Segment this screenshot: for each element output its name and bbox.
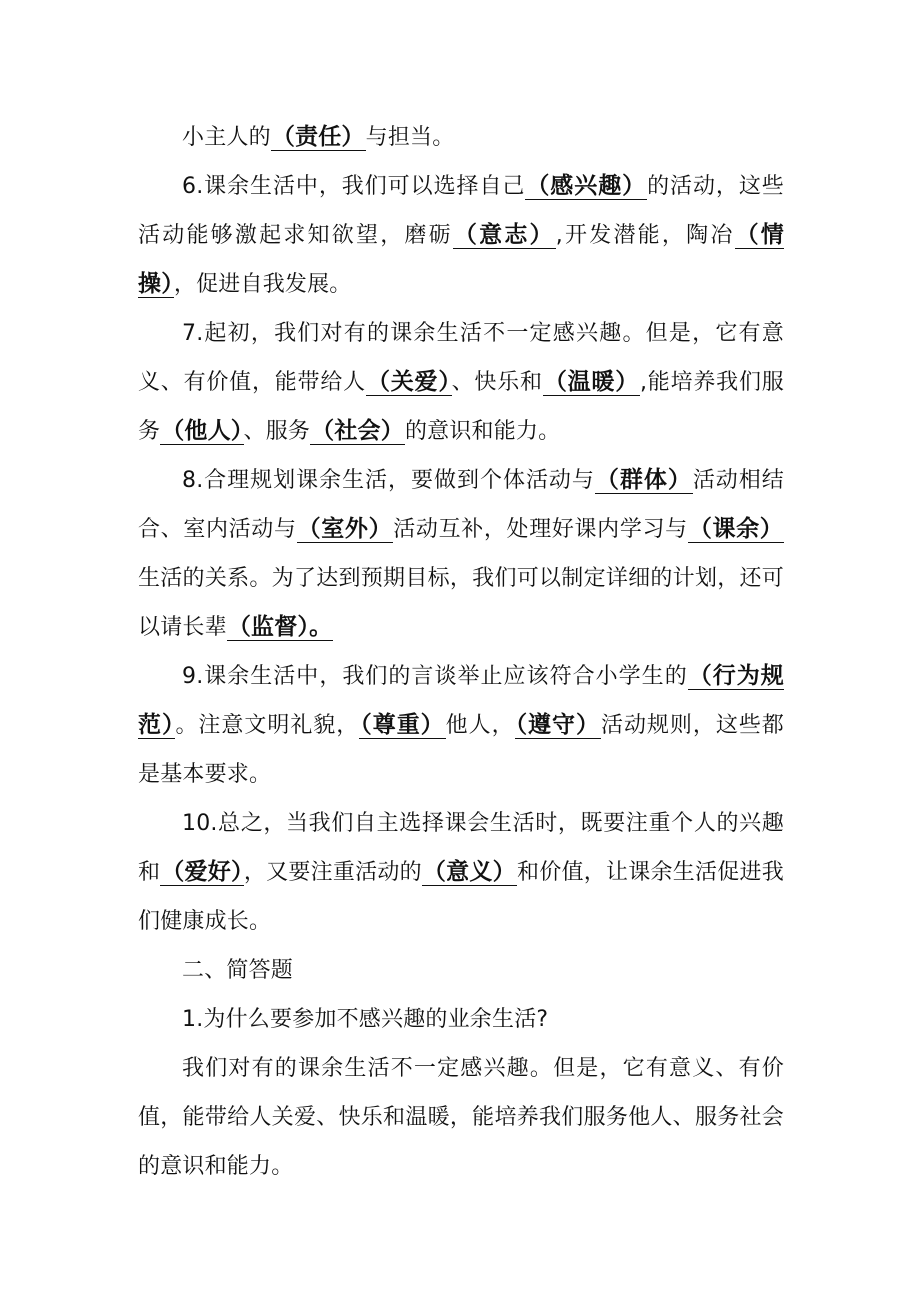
fill-blank-answer: （情操） xyxy=(138,222,784,297)
fill-blank-answer: （群体） xyxy=(595,467,692,493)
paragraph-text: 8.合理规划课余生活，要做到个体活动与 xyxy=(182,468,595,493)
paragraph-text: 我们对有的课余生活不一定感兴趣。但是，它有意义、有价值，能带给人关爱、快乐和温暖，能培养我们服务他人、服务社会的意识和能力。 xyxy=(138,1056,784,1179)
paragraph-3 xyxy=(138,456,784,652)
fill-blank-answer: （关爱） xyxy=(366,369,451,395)
fill-blank-answer: （社会） xyxy=(311,418,404,444)
paragraph-text: 6.课余生活中，我们可以选择自己 xyxy=(182,174,526,199)
fill-blank-answer: （爱好） xyxy=(161,859,243,885)
fill-blank-answer: （室外） xyxy=(297,516,393,542)
paragraph-8 xyxy=(138,1044,784,1191)
paragraph-2 xyxy=(138,309,784,456)
paragraph-text: 7.起初，我们对有的课余生活不一定感兴趣。但是，它有意义、有价值，能带给人 xyxy=(138,321,784,395)
fill-blank-answer: （温暖） xyxy=(543,369,640,395)
paragraph-text: 的活动，这些活动能够激起求知欲望，磨砺 xyxy=(138,174,784,248)
paragraph-text: ，促进自我发展。 xyxy=(173,272,352,297)
paragraph-text: 9.课余生活中，我们的言谈举止应该符合小学生的 xyxy=(182,664,688,689)
paragraph-5 xyxy=(138,799,784,946)
paragraph-text: ,开发潜能，陶冶 xyxy=(555,223,735,248)
paragraph-text: 他人， xyxy=(445,713,515,738)
paragraph-1 xyxy=(138,162,784,309)
paragraph-0 xyxy=(138,113,784,162)
fill-blank-answer: （责任） xyxy=(271,124,365,150)
paragraph-text: 小主人的 xyxy=(182,125,271,150)
fill-blank-answer: （课余） xyxy=(688,516,783,542)
paragraph-text: 1.为什么要参加不感兴趣的业余生活? xyxy=(182,1007,549,1032)
paragraph-6 xyxy=(138,946,784,995)
paragraph-text: ，又要注重活动的 xyxy=(243,860,422,885)
paragraph-text: 活动互补，处理好课内学习与 xyxy=(393,517,688,542)
paragraph-text: 。注意文明礼貌， xyxy=(175,713,360,738)
paragraph-text: 与担当。 xyxy=(365,125,455,150)
fill-blank-answer: （监督）。 xyxy=(227,614,333,640)
fill-blank-answer: （尊重） xyxy=(360,712,445,738)
paragraph-text: 和价值，让课余生活促进我们健康成长。 xyxy=(138,860,784,934)
paragraph-text: ,能培养我们服务 xyxy=(138,370,784,444)
paragraph-text: 活动规则，这些都是基本要求。 xyxy=(138,713,784,787)
document-page xyxy=(138,113,784,1191)
paragraph-4 xyxy=(138,652,784,799)
fill-blank-answer: （行为规范） xyxy=(138,663,784,738)
fill-blank-answer: （他人） xyxy=(161,418,243,444)
fill-blank-answer: （意义） xyxy=(422,859,516,885)
paragraph-7 xyxy=(138,995,784,1044)
fill-blank-answer: （遵守） xyxy=(515,712,600,738)
paragraph-text: 的意识和能力。 xyxy=(404,419,561,444)
fill-blank-answer: （意志） xyxy=(453,222,555,248)
paragraph-text: 活动相结合、室内活动与 xyxy=(138,468,784,542)
paragraph-text: 10.总之，当我们自主选择课会生活时，既要注重个人的兴趣和 xyxy=(138,811,784,885)
paragraph-text: 、服务 xyxy=(243,419,311,444)
paragraph-text: 生活的关系。为了达到预期目标，我们可以制定详细的计划，还可以请长辈 xyxy=(138,566,784,640)
fill-blank-answer: （感兴趣） xyxy=(526,173,647,199)
paragraph-text: 二、简答题 xyxy=(182,958,294,983)
paragraph-text: 、快乐和 xyxy=(451,370,543,395)
